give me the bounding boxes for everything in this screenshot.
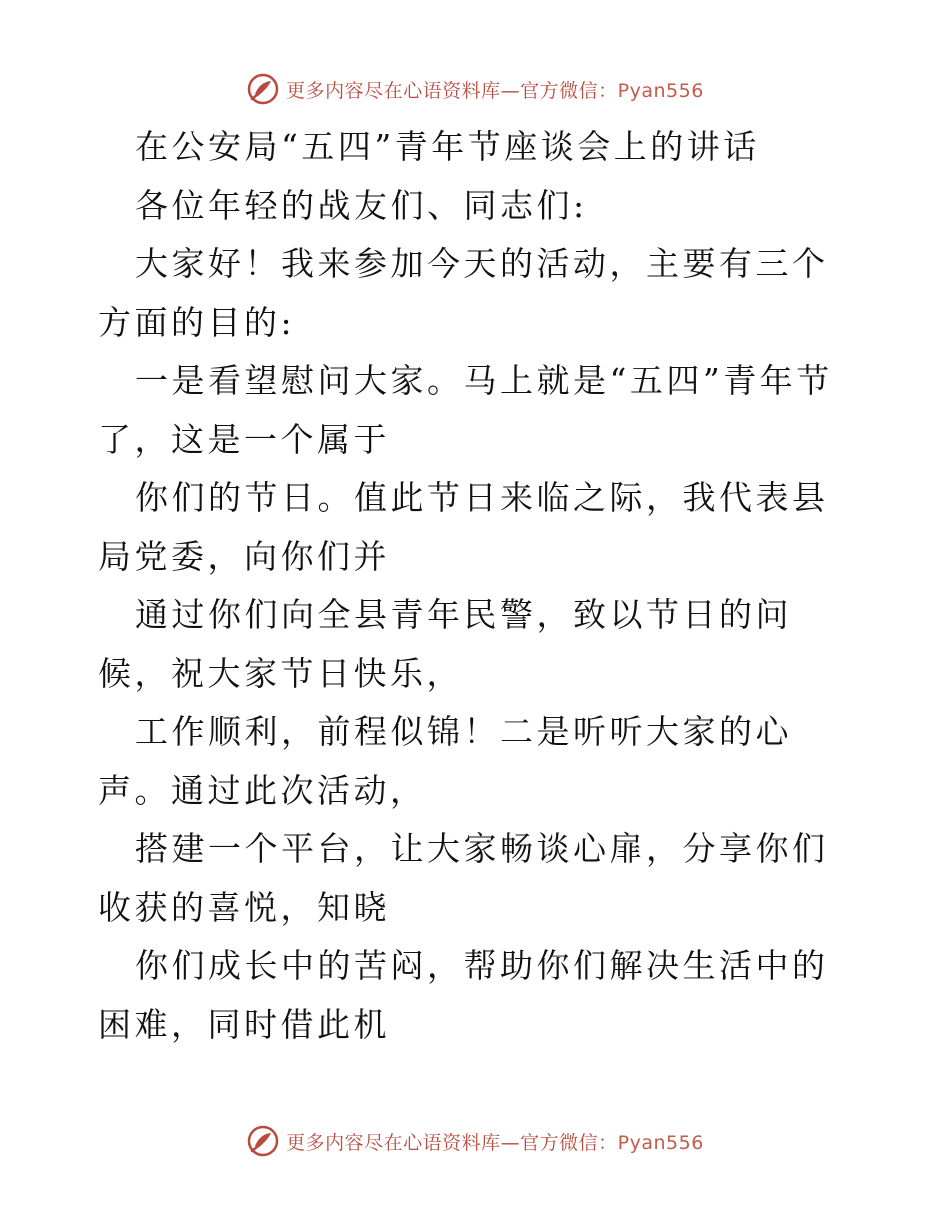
pen-logo-icon (246, 72, 280, 106)
paragraph: 一是看望慰问大家。马上就是“五四”青年节了，这是一个属于 (98, 361, 833, 459)
pen-logo-icon (246, 1124, 280, 1158)
paragraph: 你们的节日。值此节日来临之际，我代表县局党委，向你们并 (98, 478, 829, 576)
footer-watermark (0, 1124, 950, 1158)
watermark-text: 更多内容尽在心语资料库—官方微信：Pyan556 (286, 79, 704, 102)
document-title: 在公安局“五四”青年节座谈会上的讲话 (135, 127, 760, 166)
watermark-text: 更多内容尽在心语资料库—官方微信：Pyan556 (286, 1131, 704, 1154)
header-watermark (0, 72, 950, 106)
paragraph: 搭建一个平台，让大家畅谈心扉，分享你们收获的喜悦，知晓 (98, 829, 829, 927)
paragraph: 你们成长中的苦闷，帮助你们解决生活中的困难，同时借此机 (98, 946, 829, 1044)
paragraph: 大家好！我来参加今天的活动，主要有三个方面的目的: (98, 244, 829, 342)
paragraph: 各位年轻的战友们、同志们: (135, 185, 588, 225)
paragraph: 工作顺利，前程似锦！二是听听大家的心声。通过此次活动， (98, 712, 792, 810)
paragraph: 通过你们向全县青年民警，致以节日的问候，祝大家节日快乐， (98, 595, 792, 693)
document-body (98, 118, 858, 1054)
